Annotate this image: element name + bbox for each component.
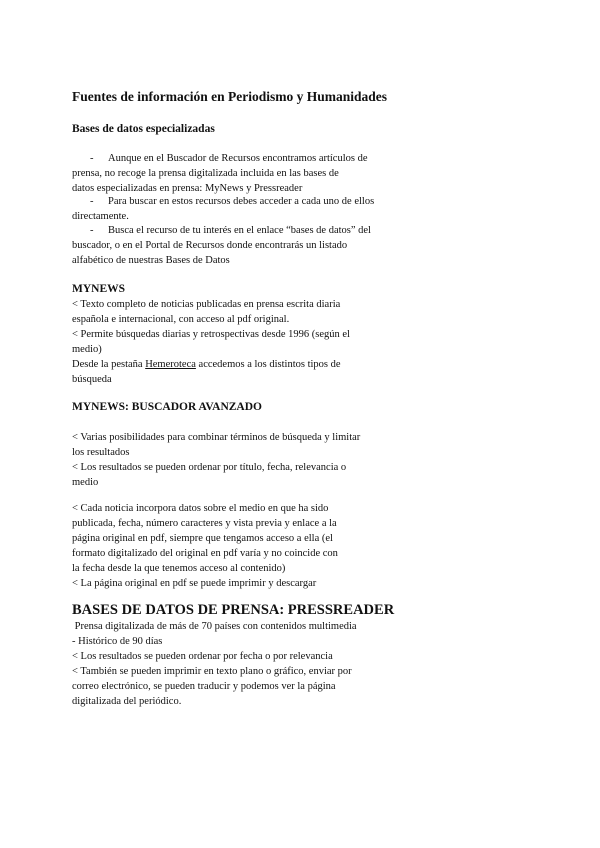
text-line: < Texto completo de noticias publicadas en prensa escrita diaria (72, 299, 341, 310)
text-fragment: Desde la pestaña (72, 359, 146, 370)
text-line (72, 357, 392, 372)
bullet-text-line: Busca el recurso de tu interés en el enlace “bases de datos” del (108, 225, 371, 236)
text-line: página original en pdf, siempre que tengamos acceso a ella (el (72, 533, 333, 544)
text-line: medio) (72, 344, 102, 355)
text-line: la fecha desde la que tenemos acceso al contenido) (72, 563, 286, 574)
bullet-dash: - (90, 225, 94, 236)
text-line: Prensa digitalizada de más de 70 países con contenidos multimedia (72, 621, 357, 632)
text-line: < Los resultados se pueden ordenar por título, fecha, relevancia o (72, 462, 347, 473)
text-line: medio (72, 477, 99, 488)
text-line: < Cada noticia incorpora datos sobre el medio en que ha sido (72, 503, 329, 514)
mynews-body (72, 297, 392, 387)
advanced-para-2 (72, 501, 392, 591)
text-line: correo electrónico, se pueden traducir y podemos ver la página (72, 681, 336, 692)
text-line: < Varias posibilidades para combinar términos de búsqueda y limitar (72, 432, 361, 443)
bullet-text-line: directamente. (72, 211, 129, 222)
section-heading-mynews: MYNEWS (72, 283, 126, 295)
text-line: < Permite búsquedas diarias y retrospectivas desde 1996 (según el (72, 329, 350, 340)
text-line: los resultados (72, 447, 130, 458)
bullet-text-line: datos especializadas en prensa: MyNews y Pressreader (72, 183, 303, 194)
text-line: < La página original en pdf se puede imprimir y descargar (72, 578, 317, 589)
pressreader-body (72, 619, 392, 709)
text-line: formato digitalizado del original en pdf varía y no coincide con (72, 548, 338, 559)
section-heading-pressreader: BASES DE DATOS DE PRENSA: PRESSREADER (72, 602, 395, 618)
bullet-text-line: alfabético de nuestras Bases de Datos (72, 255, 230, 266)
bullet-text-line: buscador, o en el Portal de Recursos donde encontrarás un listado (72, 240, 348, 251)
section-heading-buscador-avanzado: MYNEWS: BUSCADOR AVANZADO (72, 401, 262, 413)
text-line: española e internacional, con acceso al pdf original. (72, 314, 290, 325)
text-line: digitalizada del periódico. (72, 696, 182, 707)
bullet-dash: - (90, 196, 94, 207)
hemeroteca-link[interactable]: Hemeroteca (145, 359, 196, 370)
bullet-item (72, 223, 392, 268)
bullet-dash: - (90, 153, 94, 164)
document-title: Fuentes de información en Periodismo y Humanidades (72, 89, 388, 104)
bullet-text-line: Aunque en el Buscador de Recursos encontramos artículos de (108, 153, 368, 164)
text-line: - Histórico de 90 días (72, 636, 163, 647)
bullet-text-line: prensa, no recoge la prensa digitalizada incluida en las bases de (72, 168, 339, 179)
bullet-item (72, 194, 392, 224)
section-heading-bases-especializadas: Bases de datos especializadas (72, 123, 215, 135)
bullet-text-line: Para buscar en estos recursos debes acceder a cada uno de ellos (108, 196, 375, 207)
bullet-item (72, 151, 392, 196)
text-line: < También se pueden imprimir en texto plano o gráfico, enviar por (72, 666, 352, 677)
text-line: < Los resultados se pueden ordenar por fecha o por relevancia (72, 651, 333, 662)
text-line: publicada, fecha, número caracteres y vista previa y enlace a la (72, 518, 337, 529)
text-fragment: accedemos a los distintos tipos de (195, 359, 341, 370)
text-line: búsqueda (72, 374, 112, 385)
advanced-para-1 (72, 430, 392, 490)
